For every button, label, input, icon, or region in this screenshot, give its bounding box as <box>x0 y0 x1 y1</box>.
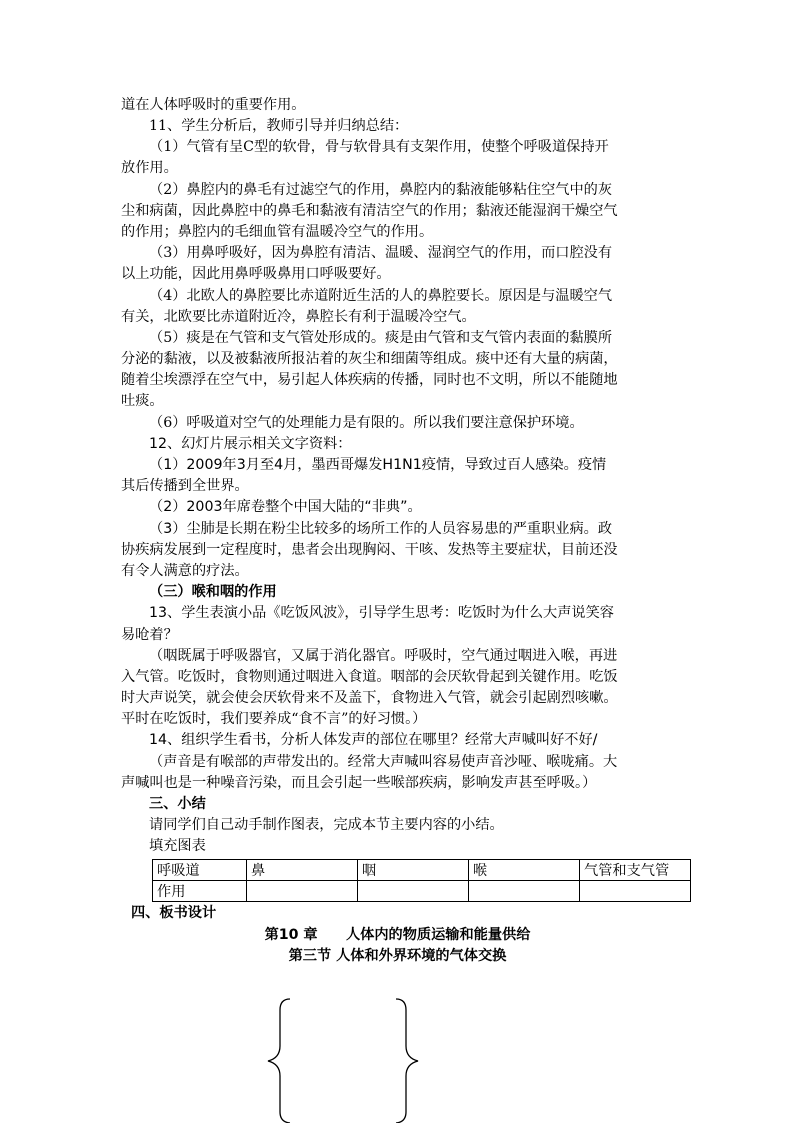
paragraph-line: （5）痰是在气管和支气管处形成的。痰是由气管和支气管内表面的黏膜所 <box>149 330 613 346</box>
paragraph-line: 易呛着？ <box>121 627 178 643</box>
table-cell: 鼻 <box>247 860 358 881</box>
paragraph-line: 入气管。吃饭时，食物则通过咽进入食道。咽部的会厌软骨起到关键作用。吃饭 <box>121 669 618 685</box>
section-title: 第三节 人体和外界环境的气体交换 <box>288 948 507 964</box>
paragraph-line: 请同学们自己动手制作图表，完成本节主要内容的小结。 <box>149 817 504 833</box>
paragraph-line: 随着尘埃漂浮在空气中，易引起人体疾病的传播，同时也不文明，所以不能随地 <box>121 372 618 388</box>
table-cell: 咽 <box>358 860 469 881</box>
paragraph-line: （1）2009年3月至4月，墨西哥爆发H1N1疫情，导致过百人感染。疫情 <box>149 457 607 473</box>
paragraph-line: 平时在吃饭时，我们要养成“食不言”的好习惯。） <box>121 711 427 727</box>
chapter-title: 第10 章 人体内的物质运输和能量供给 <box>264 927 531 943</box>
paragraph-line: 分泌的黏液，以及被黏液所报沾着的灰尘和细菌等组成。痰中还有大量的病菌， <box>121 351 618 367</box>
paragraph-line: 有关，北欧要比赤道附近冷，鼻腔长有利于温暖冷空气。 <box>121 309 476 325</box>
board-heading: 四、板书设计 <box>131 905 217 921</box>
table-cell: 呼吸道 <box>153 860 247 881</box>
paragraph-line: （4）北欧人的鼻腔要比赤道附近生活的人的鼻腔要长。原因是与温暖空气 <box>149 288 613 304</box>
right-brace <box>396 999 418 1123</box>
paragraph-line: （2）2003年席卷整个中国大陆的“非典”。 <box>149 499 422 515</box>
paragraph-line: 填充图表 <box>149 838 206 854</box>
paragraph-line: 道在人体呼吸时的重要作用。 <box>121 97 306 113</box>
section-heading: （三）喉和咽的作用 <box>149 584 277 600</box>
paragraph-line: （3）尘肺是长期在粉尘比较多的场所工作的人员容易患的严重职业病。政 <box>149 521 613 537</box>
paragraph-line: 的作用；鼻腔内的毛细血管有温暖冷空气的作用。 <box>121 224 434 240</box>
paragraph-line: （2）鼻腔内的鼻毛有过滤空气的作用，鼻腔内的黏液能够粘住空气中的灰 <box>149 182 613 198</box>
paragraph-line: 协疾病发展到一定程度时，患者会出现胸闷、干咳、发热等主要症状，目前还没 <box>121 542 618 558</box>
paragraph-line: （咽既属于呼吸器官，又属于消化器官。呼吸时，空气通过咽进入喉，再进 <box>149 648 618 664</box>
table-cell: 气管和支气管 <box>580 860 691 881</box>
paragraph-line: 声喊叫也是一种噪音污染，而且会引起一些喉部疾病，影响发声甚至呼吸。） <box>121 775 597 791</box>
paragraph-line: 时大声说笑，就会使会厌软骨来不及盖下，食物进入气管，就会引起剧烈咳嗽。 <box>121 690 618 706</box>
section-heading: 三、小结 <box>149 796 206 812</box>
paragraph-line: （3）用鼻呼吸好，因为鼻腔有清洁、温暖、湿润空气的作用，而口腔没有 <box>149 245 613 261</box>
paragraph-line: 14、组织学生看书，分析人体发声的部位在哪里？经常大声喊叫好不好/ <box>149 732 598 748</box>
paragraph-line: （1）气管有呈C型的软骨，骨与软骨具有支架作用，使整个呼吸道保持开 <box>149 139 609 155</box>
table-cell: 喉 <box>469 860 580 881</box>
paragraph-line: 11、学生分析后，教师引导并归纳总结： <box>149 118 409 134</box>
paragraph-line: （6）呼吸道对空气的处理能力是有限的。所以我们要注意保护环境。 <box>149 415 584 431</box>
paragraph-line: （声音是有喉部的声带发出的。经常大声喊叫容易使声音沙哑、喉咙痛。大 <box>149 754 618 770</box>
paragraph-line: 其后传播到全世界。 <box>121 478 249 494</box>
paragraph-line: 放作用。 <box>121 160 178 176</box>
paragraph-line: 吐痰。 <box>121 393 164 409</box>
paragraph-line: 有令人满意的疗法。 <box>121 563 249 579</box>
table-cell: 作用 <box>153 881 247 902</box>
paragraph-line: 13、学生表演小品《吃饭风波》，引导学生思考：吃饭时为什么大声说笑容 <box>149 605 614 621</box>
paragraph-line: 尘和病菌，因此鼻腔中的鼻毛和黏液有清洁空气的作用；黏液还能湿润干燥空气 <box>121 203 618 219</box>
left-brace <box>268 999 290 1123</box>
paragraph-line: 以上功能，因此用鼻呼吸鼻用口呼吸要好。 <box>121 266 391 282</box>
paragraph-line: 12、幻灯片展示相关文字资料： <box>149 436 352 452</box>
